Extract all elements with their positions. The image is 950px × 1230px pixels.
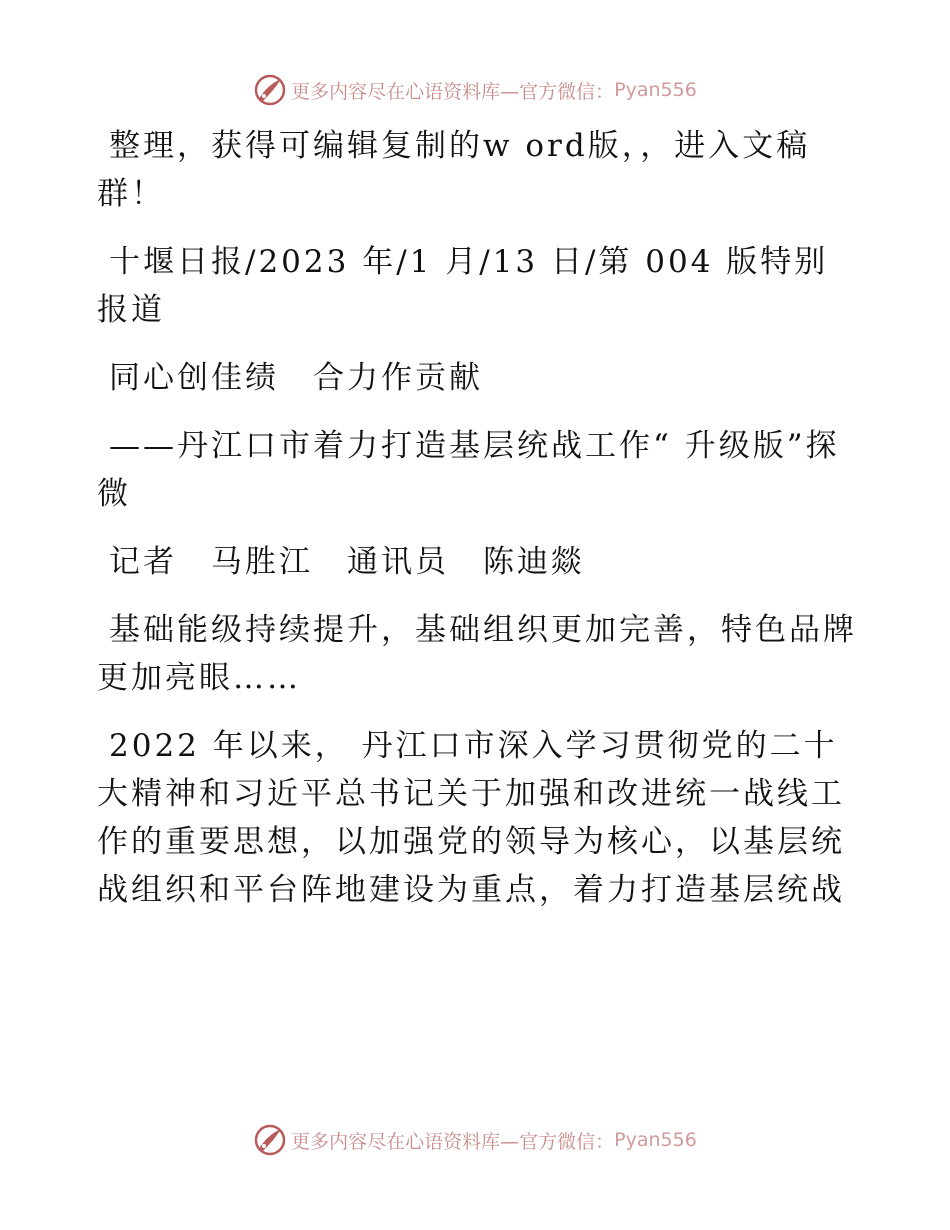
watermark-wechat-id: Pyan556 <box>614 79 697 101</box>
paragraph-body: 2022 年以来， 丹江口市深入学习贯彻党的二十大精神和习近平总书记关于加强和改进统一战线工作的重要思想，以加强党的领导为核心，以基层统战组织和平台阵地建设为重点，着力打造基层统战 <box>97 728 845 908</box>
pen-logo-icon <box>253 73 287 107</box>
article-title: 同心创佳绩 合力作贡献 <box>109 360 483 396</box>
watermark-wechat-id: Pyan556 <box>614 1129 697 1151</box>
article-byline: 记者 马胜江 通讯员 陈迪燚 <box>109 544 585 580</box>
paragraph-note: 整理，获得可编辑复制的w ord版，，进入文稿群！ <box>97 128 811 212</box>
watermark-header <box>0 70 950 110</box>
article-subtitle: ——丹江口市着力打造基层统战工作“ 升级版”探微 <box>97 428 840 512</box>
paragraph-source: 十堰日报/2023 年/1 月/13 日/第 004 版特别报道 <box>97 244 829 328</box>
watermark-text: 更多内容尽在心语资料库—官方微信： <box>291 80 615 103</box>
pen-logo-icon <box>253 1123 287 1157</box>
document-body <box>97 122 857 934</box>
paragraph-lead: 基础能级持续提升，基础组织更加完善，特色品牌更加亮眼…… <box>97 612 857 696</box>
watermark-footer <box>0 1120 950 1160</box>
watermark-text: 更多内容尽在心语资料库—官方微信： <box>291 1130 615 1153</box>
